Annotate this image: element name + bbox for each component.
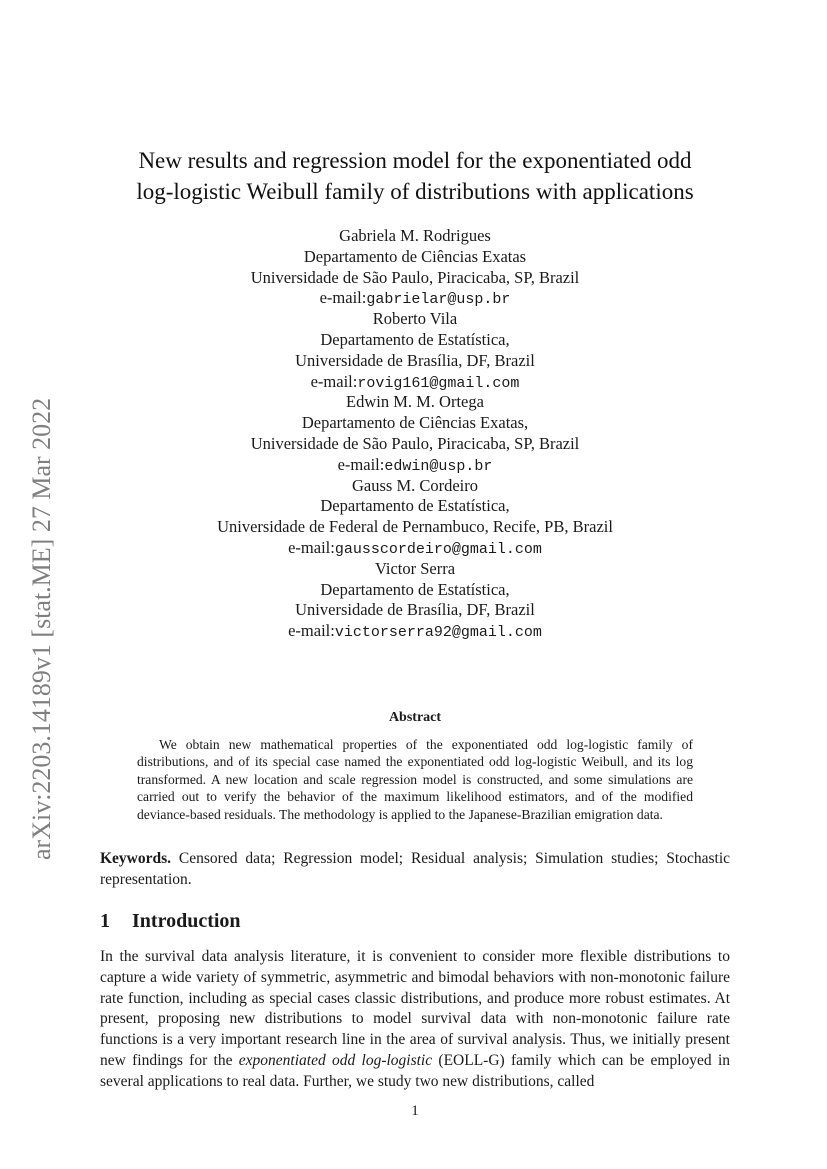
paper-title — [100, 145, 730, 207]
keywords-label: Keywords. — [100, 850, 172, 867]
author-name: Gabriela M. Rodrigues — [339, 226, 491, 245]
author-email-line — [100, 455, 730, 476]
author-university: Universidade de São Paulo, Piracicaba, SP, Brazil — [250, 267, 580, 287]
abstract-heading: Abstract — [388, 710, 442, 725]
author-email-line — [100, 538, 730, 559]
title-line-2: log-logistic Weibull family of distributions with applications — [136, 179, 694, 204]
author-5 — [100, 559, 730, 642]
author-4 — [100, 476, 730, 559]
email-label: e-mail: — [310, 371, 358, 391]
author-1 — [100, 226, 730, 309]
intro-paragraph — [100, 947, 730, 1093]
author-department: Departamento de Ciências Exatas — [303, 246, 527, 266]
author-block — [100, 226, 730, 642]
email-address: edwin@usp.br — [384, 457, 493, 475]
email-label: e-mail: — [288, 537, 335, 557]
author-department: Departamento de Estatística, — [320, 496, 510, 516]
email-label: e-mail: — [288, 621, 335, 641]
section-title: Introduction — [132, 910, 241, 932]
abstract-text: We obtain new mathematical properties of the exponentiated odd log-logistic family of distributions, and of its special case named the exponentiated odd log-logistic Weibull, and its log transformed. A new location and scale regression model is constructed, and some simulations are carried out to verify the behavior of the maximum likelihood estimators, and of the modified deviance-based residuals. The methodology is applied to the Japanese-Brazilian emigration data. — [137, 737, 693, 822]
author-email-line — [100, 288, 730, 309]
author-department: Departamento de Estatística, — [320, 329, 510, 349]
keywords — [100, 849, 730, 890]
author-university: Universidade de São Paulo, Piracicaba, SP, Brazil — [250, 433, 580, 453]
page-number: 1 — [411, 1103, 419, 1119]
email-address: gabrielar@usp.br — [366, 291, 511, 309]
email-address: victorserra92@gmail.com — [334, 624, 542, 642]
author-name: Edwin M. M. Ortega — [346, 392, 484, 412]
author-email-line — [100, 621, 730, 642]
author-university: Universidade de Federal de Pernambuco, Recife, PB, Brazil — [217, 517, 613, 537]
author-department: Departamento de Estatística, — [320, 579, 510, 599]
author-3 — [100, 392, 730, 475]
author-name: Victor Serra — [374, 558, 456, 578]
intro-emphasis: exponentiated odd log-logistic — [238, 1051, 433, 1069]
email-label: e-mail: — [337, 454, 385, 474]
email-address: gausscordeiro@gmail.com — [334, 540, 542, 558]
email-address: rovig161@gmail.com — [357, 374, 520, 392]
author-name: Gauss M. Cordeiro — [351, 475, 479, 495]
intro-text-part-1: In the survival data analysis literature, it is convenient to consider more flexible distributions to capture a wide variety of symmetric, asymmetric and bimodal behaviors with non-monotonic failure rate function, including as special cases classic distributions, and produce more robust estimates. At present, proposing new distributions to model survival data with non-monotonic failure rate functions is a very important research line in the area of survival analysis. Thus, we initially present new findings for the — [100, 948, 730, 1069]
author-2 — [100, 309, 730, 392]
title-line-1: New results and regression model for the exponentiated odd — [138, 148, 692, 173]
section-heading — [100, 910, 730, 933]
author-name: Roberto Vila — [372, 309, 458, 329]
author-university: Universidade de Brasília, DF, Brazil — [295, 600, 535, 620]
author-department: Departamento de Ciências Exatas, — [301, 413, 529, 433]
section-number: 1 — [100, 910, 110, 932]
email-label: e-mail: — [319, 288, 367, 308]
keywords-text: Censored data; Regression model; Residual analysis; Simulation studies; Stochastic representation. — [100, 850, 731, 888]
intro-text-part-2: (EOLL-G) family which can be employed in several applications to real data. Further, we study two new distributions, called — [100, 1051, 731, 1090]
author-email-line — [100, 372, 730, 393]
author-university: Universidade de Brasília, DF, Brazil — [295, 350, 535, 370]
arxiv-identifier: arXiv:2203.14189v1 [stat.ME] 27 Mar 2022 — [27, 397, 56, 860]
